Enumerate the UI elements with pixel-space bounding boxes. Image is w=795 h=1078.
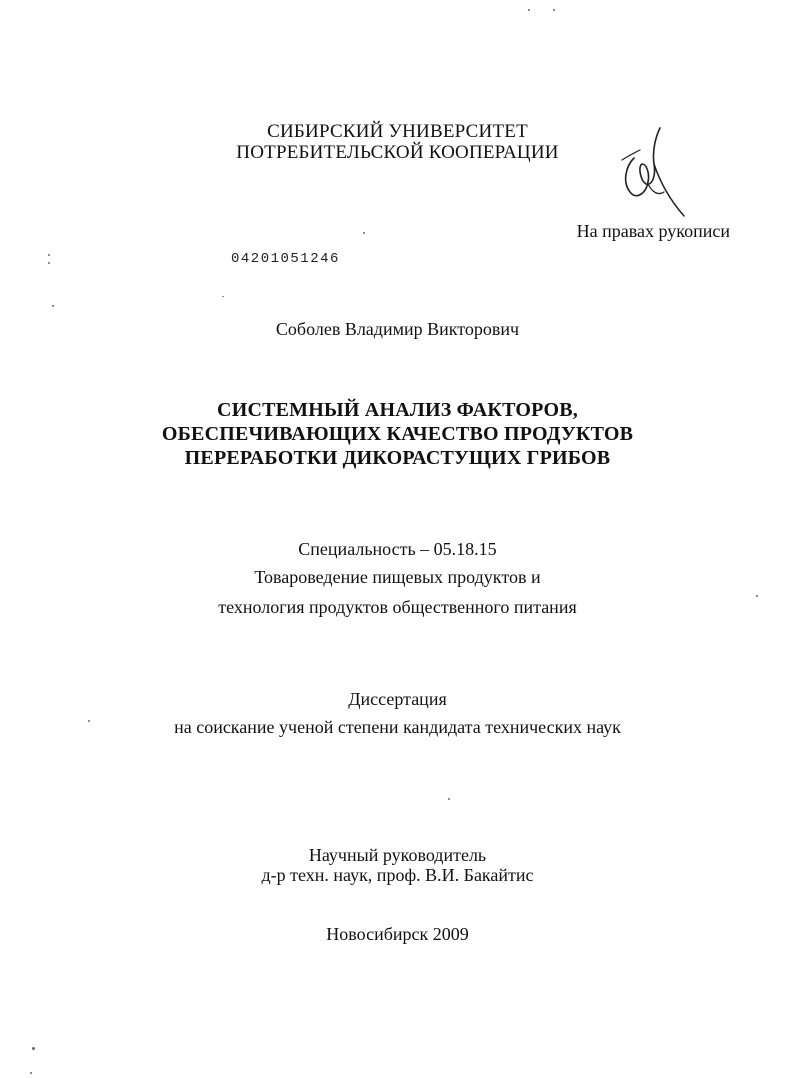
scan-speck — [553, 9, 555, 11]
scan-speck — [363, 232, 365, 234]
university-name-line2: ПОТРЕБИТЕЛЬСКОЙ КООПЕРАЦИИ — [236, 142, 559, 163]
specialty-name-line1: Товароведение пищевых продуктов и — [254, 567, 541, 587]
dissertation-title-line1: СИСТЕМНЫЙ АНАЛИЗ ФАКТОРОВ, — [217, 399, 578, 421]
scan-speck — [52, 305, 54, 307]
university-name-line1: СИБИРСКИЙ УНИВЕРСИТЕТ — [267, 121, 528, 142]
scan-speck — [528, 9, 530, 11]
document-type: Диссертация — [348, 689, 447, 709]
scan-speck — [32, 1047, 35, 1050]
catalog-number: 04201051246 — [231, 251, 340, 267]
city-year: Новосибирск 2009 — [326, 924, 469, 944]
supervisor-name: д-р техн. наук, проф. В.И. Бакайтис — [261, 865, 534, 885]
scan-speck — [30, 1072, 32, 1074]
scan-speck — [48, 254, 50, 256]
specialty-code: Специальность – 05.18.15 — [298, 539, 497, 559]
specialty-name-line2: технология продуктов общественного питания — [218, 597, 577, 617]
supervisor-label: Научный руководитель — [308, 845, 487, 865]
dissertation-title-line3: ПЕРЕРАБОТКИ ДИКОРАСТУЩИХ ГРИБОВ — [184, 447, 611, 469]
handwritten-signature-icon — [612, 120, 702, 220]
author-name: Соболев Владимир Викторович — [275, 319, 520, 339]
scan-speck — [222, 296, 224, 297]
scan-speck — [48, 262, 50, 264]
degree-purpose: на соискание ученой степени кандидата технических наук — [174, 717, 621, 737]
rights-note: На правах рукописи — [576, 221, 730, 241]
scan-speck — [448, 798, 450, 800]
dissertation-title-line2: ОБЕСПЕЧИВАЮЩИХ КАЧЕСТВО ПРОДУКТОВ — [161, 423, 634, 445]
